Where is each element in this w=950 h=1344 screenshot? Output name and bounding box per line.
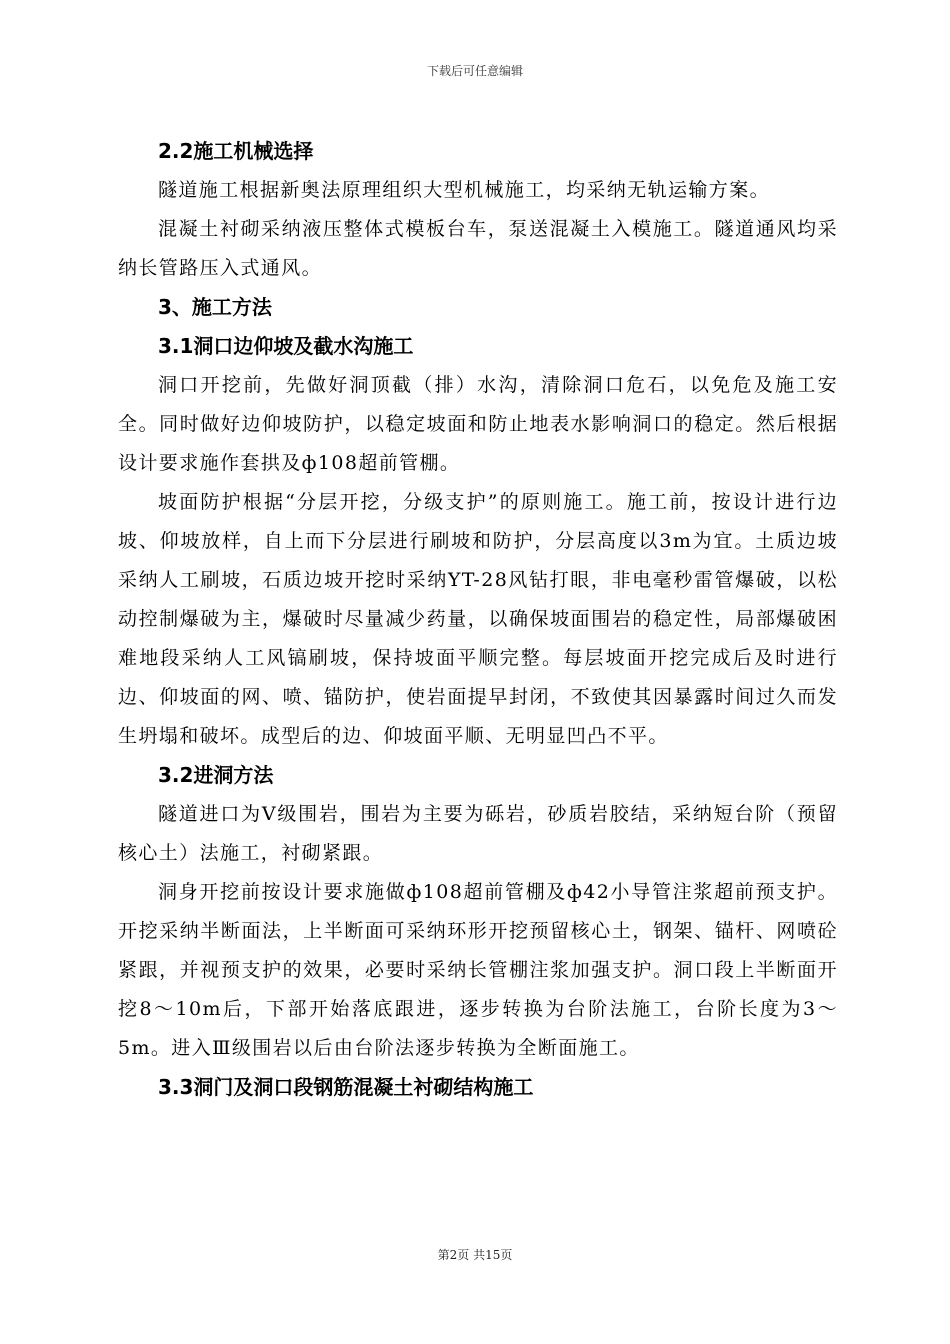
heading-3-2-entry-method: 3.2进洞方法 bbox=[158, 763, 274, 787]
paragraph-machinery-1: 隧道施工根据新奥法原理组织大型机械施工，均采纳无轨运输方案。 bbox=[158, 179, 771, 201]
page-footer: 第2页 共15页 bbox=[437, 1248, 513, 1262]
paragraph-portal-excavation: 洞口开挖前，先做好洞顶截（排）水沟，清除洞口危石，以免危及施工安全。同时做好边仰坡防护，以稳定坡面和防止地表水影响洞口的稳定。然后根据设计要求施作套拱及ф108超前管棚。 bbox=[118, 374, 838, 474]
heading-3-methods: 3、施工方法 bbox=[158, 295, 272, 319]
paragraph-entry-rock: 隧道进口为Ⅴ级围岩，围岩为主要为砾岩，砂质岩胶结，采纳短台阶（预留核心土）法施工，衬砌紧跟。 bbox=[118, 803, 838, 864]
paragraph-slope-protection: 坡面防护根据“分层开挖，分级支护”的原则施工。施工前，按设计进行边坡、仰坡放样，自上而下分层进行刷坡和防护，分层高度以3m为宜。土质边坡采纳人工刷坡，石质边坡开挖时采纳YT-28风钻打眼，非电毫秒雷管爆破，以松动控制爆破为主，爆破时尽量减少药量，以确保坡面围岩的稳定性，局部爆破困难地段采纳人工风镐刷坡，保持坡面平顺完整。每层坡面开挖完成后及时进行边、仰坡面的网、喷、锚防护，使岩面提早封闭，不致使其因暴露时间过久而发生坍塌和破坏。成型后的边、仰坡面平顺、无明显凹凸不平。 bbox=[118, 491, 838, 747]
heading-2-2-machinery: 2.2施工机械选择 bbox=[158, 139, 314, 163]
document-body bbox=[118, 132, 838, 1107]
heading-3-1-portal-slope: 3.1洞口边仰坡及截水沟施工 bbox=[158, 334, 414, 358]
paragraph-entry-support: 洞身开挖前按设计要求施做ф108超前管棚及ф42小导管注浆超前预支护。开挖采纳半断面法，上半断面可采纳环形开挖预留核心土，钢架、锚杆、网喷砼紧跟，并视预支护的效果，必要时采纳长管棚注浆加强支护。洞口段上半断面开挖8～10m后，下部开始落底跟进，逐步转换为台阶法施工，台阶长度为3～5m。进入Ⅲ级围岩以后由台阶法逐步转换为全断面施工。 bbox=[118, 881, 838, 1059]
header-note: 下载后可任意编辑 bbox=[426, 64, 523, 78]
heading-3-3-portal-lining: 3.3洞门及洞口段钢筋混凝土衬砌结构施工 bbox=[158, 1075, 534, 1099]
paragraph-machinery-2: 混凝土衬砌采纳液压整体式模板台车，泵送混凝土入模施工。隧道通风均采纳长管路压入式通风。 bbox=[118, 218, 838, 279]
